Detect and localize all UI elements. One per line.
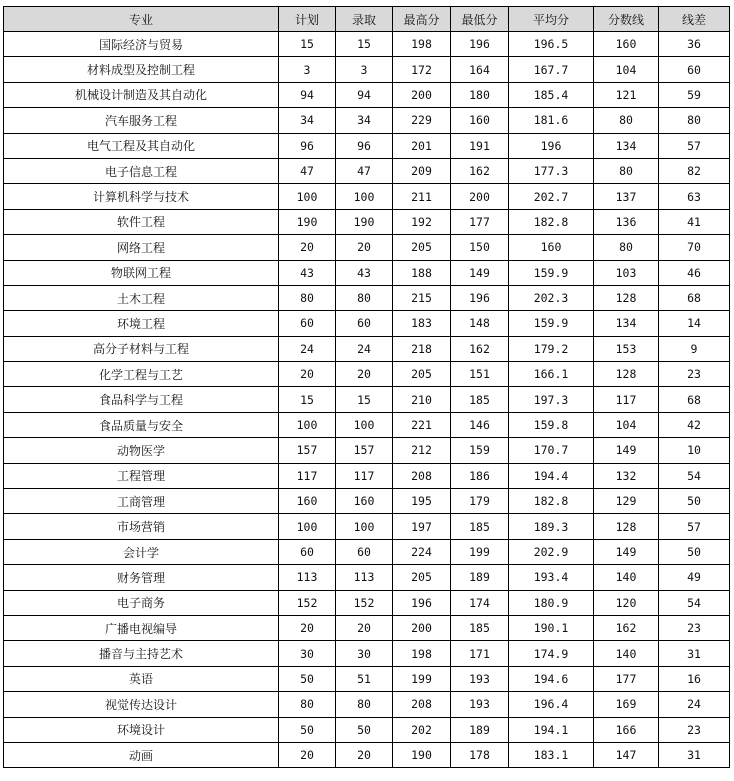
cell-avg-score: 185.4 [509,82,594,107]
cell-admitted: 30 [336,641,393,666]
cell-plan: 94 [279,82,336,107]
cell-cutoff: 137 [594,184,659,209]
table-row [4,387,730,412]
cell-max-score: 198 [393,641,451,666]
table-row [4,742,730,767]
cell-admitted: 100 [336,184,393,209]
cell-cutoff: 149 [594,539,659,564]
cell-cutoff: 128 [594,285,659,310]
table-row [4,615,730,640]
cell-admitted: 96 [336,133,393,158]
cell-major: 工商管理 [4,489,279,514]
cell-avg-score: 179.2 [509,336,594,361]
cell-min-score: 200 [451,184,509,209]
cell-cutoff: 103 [594,260,659,285]
cell-plan: 3 [279,57,336,82]
score-table-container [3,6,730,768]
cell-major: 市场营销 [4,514,279,539]
cell-admitted: 100 [336,514,393,539]
cell-min-score: 151 [451,362,509,387]
cell-min-score: 191 [451,133,509,158]
cell-major: 计算机科学与技术 [4,184,279,209]
cell-avg-score: 197.3 [509,387,594,412]
cell-admitted: 160 [336,489,393,514]
table-row [4,514,730,539]
cell-major: 电气工程及其自动化 [4,133,279,158]
cell-admitted: 190 [336,209,393,234]
cell-major: 动画 [4,742,279,767]
cell-min-score: 148 [451,311,509,336]
cell-admitted: 152 [336,590,393,615]
cell-avg-score: 159.9 [509,311,594,336]
cell-cutoff: 132 [594,463,659,488]
cell-major: 国际经济与贸易 [4,32,279,57]
cell-line-diff: 23 [659,717,730,742]
cell-admitted: 20 [336,615,393,640]
cell-avg-score: 183.1 [509,742,594,767]
cell-cutoff: 80 [594,158,659,183]
cell-avg-score: 193.4 [509,565,594,590]
cell-avg-score: 196.5 [509,32,594,57]
cell-line-diff: 16 [659,666,730,691]
cell-min-score: 162 [451,336,509,361]
cell-avg-score: 194.1 [509,717,594,742]
cell-line-diff: 63 [659,184,730,209]
cell-max-score: 205 [393,362,451,387]
cell-plan: 157 [279,438,336,463]
cell-min-score: 185 [451,514,509,539]
cell-line-diff: 57 [659,133,730,158]
cell-max-score: 188 [393,260,451,285]
header-avg-score: 平均分 [509,7,594,32]
cell-plan: 20 [279,235,336,260]
cell-plan: 15 [279,387,336,412]
table-row [4,311,730,336]
cell-cutoff: 80 [594,235,659,260]
table-header [4,7,730,32]
header-line-diff: 线差 [659,7,730,32]
table-row [4,108,730,133]
cell-line-diff: 80 [659,108,730,133]
cell-line-diff: 36 [659,32,730,57]
cell-admitted: 113 [336,565,393,590]
cell-min-score: 149 [451,260,509,285]
cell-cutoff: 128 [594,362,659,387]
cell-max-score: 229 [393,108,451,133]
cell-cutoff: 104 [594,412,659,437]
table-row [4,717,730,742]
table-row [4,336,730,361]
cell-admitted: 43 [336,260,393,285]
cell-cutoff: 134 [594,311,659,336]
cell-max-score: 172 [393,57,451,82]
cell-cutoff: 140 [594,565,659,590]
cell-cutoff: 117 [594,387,659,412]
cell-admitted: 15 [336,387,393,412]
cell-line-diff: 50 [659,539,730,564]
cell-plan: 113 [279,565,336,590]
cell-cutoff: 120 [594,590,659,615]
cell-plan: 47 [279,158,336,183]
cell-cutoff: 80 [594,108,659,133]
cell-min-score: 185 [451,615,509,640]
cell-plan: 50 [279,666,336,691]
cell-max-score: 210 [393,387,451,412]
cell-major: 高分子材料与工程 [4,336,279,361]
cell-major: 工程管理 [4,463,279,488]
cell-major: 广播电视编导 [4,615,279,640]
table-row [4,285,730,310]
cell-line-diff: 10 [659,438,730,463]
cell-major: 财务管理 [4,565,279,590]
cell-admitted: 60 [336,539,393,564]
cell-line-diff: 42 [659,412,730,437]
cell-avg-score: 202.9 [509,539,594,564]
cell-admitted: 100 [336,412,393,437]
table-row [4,590,730,615]
cell-admitted: 157 [336,438,393,463]
header-plan: 计划 [279,7,336,32]
cell-max-score: 224 [393,539,451,564]
cell-max-score: 200 [393,82,451,107]
cell-max-score: 221 [393,412,451,437]
cell-admitted: 34 [336,108,393,133]
cell-plan: 152 [279,590,336,615]
cell-line-diff: 31 [659,742,730,767]
cell-min-score: 185 [451,387,509,412]
cell-max-score: 212 [393,438,451,463]
cell-cutoff: 104 [594,57,659,82]
table-row [4,133,730,158]
cell-admitted: 20 [336,362,393,387]
cell-avg-score: 182.8 [509,209,594,234]
cell-line-diff: 57 [659,514,730,539]
cell-max-score: 215 [393,285,451,310]
cell-cutoff: 147 [594,742,659,767]
cell-cutoff: 169 [594,692,659,717]
cell-max-score: 198 [393,32,451,57]
cell-avg-score: 189.3 [509,514,594,539]
table-row [4,362,730,387]
table-row [4,666,730,691]
cell-admitted: 47 [336,158,393,183]
cell-min-score: 159 [451,438,509,463]
cell-cutoff: 153 [594,336,659,361]
cell-admitted: 80 [336,692,393,717]
cell-max-score: 200 [393,615,451,640]
table-row [4,438,730,463]
table-body [4,32,730,768]
cell-cutoff: 162 [594,615,659,640]
cell-line-diff: 31 [659,641,730,666]
cell-min-score: 180 [451,82,509,107]
cell-admitted: 20 [336,742,393,767]
cell-avg-score: 160 [509,235,594,260]
cell-avg-score: 177.3 [509,158,594,183]
cell-max-score: 195 [393,489,451,514]
cell-cutoff: 149 [594,438,659,463]
cell-min-score: 171 [451,641,509,666]
cell-max-score: 201 [393,133,451,158]
cell-plan: 15 [279,32,336,57]
cell-major: 土木工程 [4,285,279,310]
cell-line-diff: 54 [659,590,730,615]
cell-line-diff: 46 [659,260,730,285]
cell-min-score: 186 [451,463,509,488]
cell-cutoff: 121 [594,82,659,107]
cell-line-diff: 59 [659,82,730,107]
cell-cutoff: 177 [594,666,659,691]
cell-avg-score: 190.1 [509,615,594,640]
cell-plan: 34 [279,108,336,133]
cell-cutoff: 160 [594,32,659,57]
header-admitted: 录取 [336,7,393,32]
cell-major: 英语 [4,666,279,691]
cell-min-score: 160 [451,108,509,133]
cell-max-score: 199 [393,666,451,691]
cell-plan: 24 [279,336,336,361]
cell-line-diff: 24 [659,692,730,717]
table-row [4,539,730,564]
cell-plan: 60 [279,539,336,564]
cell-admitted: 3 [336,57,393,82]
cell-line-diff: 49 [659,565,730,590]
cell-avg-score: 167.7 [509,57,594,82]
table-row [4,412,730,437]
cell-plan: 20 [279,615,336,640]
table-row [4,260,730,285]
cell-admitted: 117 [336,463,393,488]
cell-avg-score: 202.7 [509,184,594,209]
admission-score-table [3,6,730,768]
table-row [4,565,730,590]
cell-cutoff: 136 [594,209,659,234]
table-row [4,692,730,717]
cell-major: 环境设计 [4,717,279,742]
cell-major: 电子信息工程 [4,158,279,183]
cell-major: 汽车服务工程 [4,108,279,133]
cell-min-score: 162 [451,158,509,183]
cell-plan: 160 [279,489,336,514]
cell-max-score: 183 [393,311,451,336]
cell-avg-score: 196 [509,133,594,158]
cell-line-diff: 68 [659,285,730,310]
cell-major: 材料成型及控制工程 [4,57,279,82]
cell-line-diff: 9 [659,336,730,361]
table-row [4,32,730,57]
cell-admitted: 20 [336,235,393,260]
cell-line-diff: 82 [659,158,730,183]
cell-plan: 100 [279,514,336,539]
cell-avg-score: 194.6 [509,666,594,691]
cell-admitted: 60 [336,311,393,336]
cell-line-diff: 41 [659,209,730,234]
cell-max-score: 205 [393,565,451,590]
cell-plan: 43 [279,260,336,285]
table-row [4,184,730,209]
cell-max-score: 196 [393,590,451,615]
cell-major: 会计学 [4,539,279,564]
cell-major: 视觉传达设计 [4,692,279,717]
cell-min-score: 146 [451,412,509,437]
cell-major: 软件工程 [4,209,279,234]
cell-max-score: 208 [393,692,451,717]
cell-avg-score: 159.8 [509,412,594,437]
header-major: 专业 [4,7,279,32]
cell-plan: 80 [279,692,336,717]
cell-max-score: 211 [393,184,451,209]
header-cutoff: 分数线 [594,7,659,32]
cell-max-score: 218 [393,336,451,361]
table-row [4,489,730,514]
cell-admitted: 51 [336,666,393,691]
cell-line-diff: 54 [659,463,730,488]
cell-major: 物联网工程 [4,260,279,285]
cell-major: 环境工程 [4,311,279,336]
cell-plan: 100 [279,412,336,437]
cell-min-score: 189 [451,717,509,742]
cell-avg-score: 174.9 [509,641,594,666]
header-row [4,7,730,32]
cell-plan: 50 [279,717,336,742]
cell-max-score: 208 [393,463,451,488]
cell-major: 网络工程 [4,235,279,260]
cell-plan: 20 [279,742,336,767]
cell-plan: 20 [279,362,336,387]
cell-cutoff: 129 [594,489,659,514]
cell-plan: 190 [279,209,336,234]
cell-admitted: 15 [336,32,393,57]
cell-major: 食品科学与工程 [4,387,279,412]
cell-major: 播音与主持艺术 [4,641,279,666]
cell-line-diff: 60 [659,57,730,82]
cell-major: 化学工程与工艺 [4,362,279,387]
cell-cutoff: 140 [594,641,659,666]
cell-avg-score: 180.9 [509,590,594,615]
cell-min-score: 178 [451,742,509,767]
cell-min-score: 193 [451,692,509,717]
cell-cutoff: 166 [594,717,659,742]
cell-max-score: 209 [393,158,451,183]
cell-plan: 117 [279,463,336,488]
cell-min-score: 150 [451,235,509,260]
cell-min-score: 164 [451,57,509,82]
cell-major: 食品质量与安全 [4,412,279,437]
cell-cutoff: 134 [594,133,659,158]
cell-line-diff: 68 [659,387,730,412]
cell-max-score: 202 [393,717,451,742]
cell-admitted: 24 [336,336,393,361]
cell-plan: 96 [279,133,336,158]
table-row [4,57,730,82]
cell-line-diff: 23 [659,362,730,387]
cell-avg-score: 159.9 [509,260,594,285]
cell-min-score: 196 [451,285,509,310]
cell-plan: 100 [279,184,336,209]
cell-avg-score: 166.1 [509,362,594,387]
cell-max-score: 192 [393,209,451,234]
table-row [4,158,730,183]
cell-max-score: 190 [393,742,451,767]
table-row [4,82,730,107]
cell-avg-score: 170.7 [509,438,594,463]
table-row [4,641,730,666]
cell-avg-score: 181.6 [509,108,594,133]
cell-avg-score: 196.4 [509,692,594,717]
cell-max-score: 197 [393,514,451,539]
cell-major: 动物医学 [4,438,279,463]
cell-admitted: 94 [336,82,393,107]
table-row [4,235,730,260]
table-row [4,463,730,488]
cell-min-score: 193 [451,666,509,691]
cell-line-diff: 70 [659,235,730,260]
cell-min-score: 189 [451,565,509,590]
cell-plan: 30 [279,641,336,666]
cell-cutoff: 128 [594,514,659,539]
cell-min-score: 174 [451,590,509,615]
cell-max-score: 205 [393,235,451,260]
cell-min-score: 199 [451,539,509,564]
cell-line-diff: 50 [659,489,730,514]
cell-avg-score: 182.8 [509,489,594,514]
cell-min-score: 196 [451,32,509,57]
cell-line-diff: 14 [659,311,730,336]
table-row [4,209,730,234]
header-max-score: 最高分 [393,7,451,32]
cell-major: 机械设计制造及其自动化 [4,82,279,107]
cell-admitted: 80 [336,285,393,310]
cell-plan: 80 [279,285,336,310]
cell-min-score: 177 [451,209,509,234]
cell-min-score: 179 [451,489,509,514]
cell-major: 电子商务 [4,590,279,615]
header-min-score: 最低分 [451,7,509,32]
cell-line-diff: 23 [659,615,730,640]
cell-avg-score: 202.3 [509,285,594,310]
cell-plan: 60 [279,311,336,336]
cell-avg-score: 194.4 [509,463,594,488]
cell-admitted: 50 [336,717,393,742]
